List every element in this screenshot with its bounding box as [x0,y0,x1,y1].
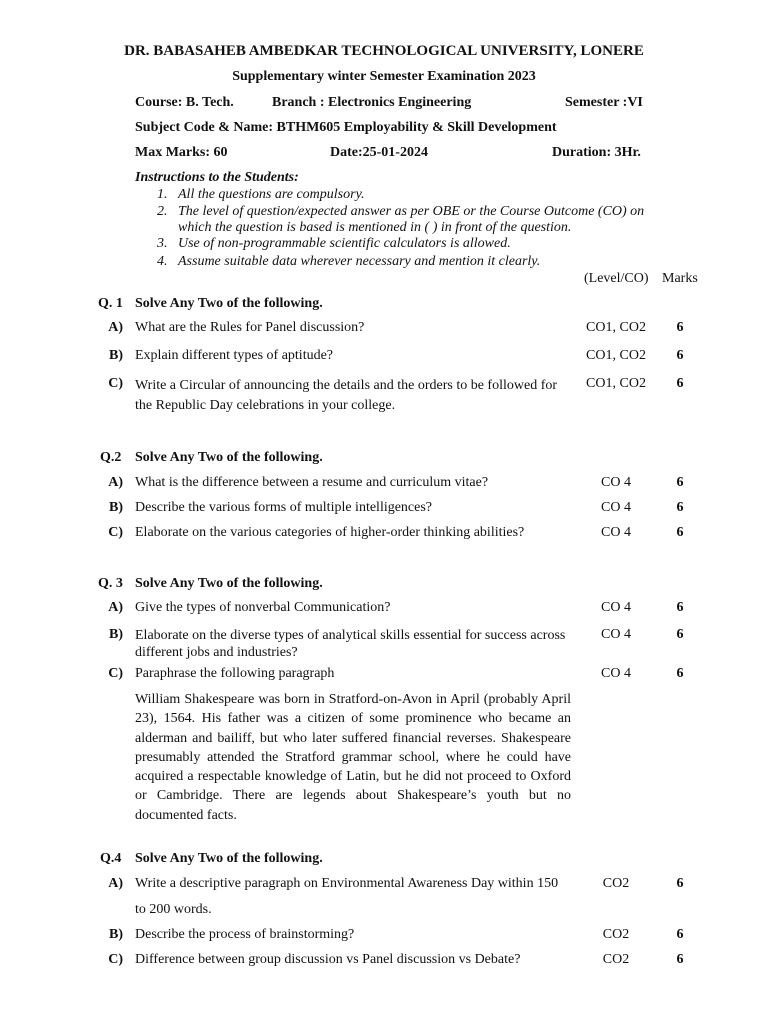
part-marks: 6 [676,876,684,891]
part-text: Describe the process of brainstorming? [135,927,355,942]
part-text: Explain different types of aptitude? [135,348,334,363]
part-co: CO 4 [601,666,631,681]
date-label: Date:25-01-2024 [330,145,428,160]
part-label: B) [109,927,123,942]
instruction-text-cont: which the question is based is mentioned in ( ) in front of the question. [178,220,572,235]
paraphrase-paragraph: William Shakespeare was born in Stratford-on-Avon in April (probably April 23), 1564. His father was a citizen of some prominence who became an alderman and bailiff, but who later suffered financial reverses. Shakespeare presumably attended the Stratford grammar school, where he could have acquired a respectable knowledge of Latin, but he did not proceed to Oxford or Cambridge. There are legends about Shakespeare’s youth but no documented facts. [135,692,571,823]
part-co: CO 4 [601,525,631,540]
part-text: Paraphrase the following paragraph [135,666,335,681]
part-marks: 6 [676,376,684,391]
university-name: DR. BABASAHEB AMBEDKAR TECHNOLOGICAL UNIVERSITY, LONERE [124,43,644,59]
part-text: What are the Rules for Panel discussion? [135,320,365,335]
subject-label: Subject Code & Name: BTHM605 Employability & Skill Development [135,120,557,135]
instruction-text: Assume suitable data wherever necessary and mention it clearly. [178,254,541,269]
course-label: Course: B. Tech. [135,95,234,110]
part-co: CO1, CO2 [586,376,646,391]
question-number: Q. 1 [98,296,123,311]
part-label: A) [108,876,123,891]
question-number: Q.2 [100,450,122,465]
part-text: Describe the various forms of multiple intelligences? [135,500,433,515]
part-label: C) [108,952,123,967]
question-number: Q.4 [100,851,122,866]
exam-title: Supplementary winter Semester Examination 2023 [232,69,536,84]
part-label: B) [109,627,123,642]
level-co-header: (Level/CO) [584,271,649,286]
max-marks-label: Max Marks: 60 [135,145,228,160]
instruction-text: The level of question/expected answer as per OBE or the Course Outcome (CO) on [178,204,645,219]
part-text: Write a Circular of announcing the details and the orders to be followed for the Republic Day celebrations in your college. [135,378,558,413]
part-marks: 6 [676,666,684,681]
instructions-title: Instructions to the Students: [135,170,299,185]
part-label: B) [109,500,123,515]
instruction-num: 3. [157,236,168,251]
part-marks: 6 [676,525,684,540]
part-text: What is the difference between a resume and curriculum vitae? [135,475,489,490]
part-label: A) [108,320,123,335]
part-label: A) [108,600,123,615]
question-title: Solve Any Two of the following. [135,296,323,311]
part-marks: 6 [676,475,684,490]
part-label: B) [109,348,123,363]
part-co: CO1, CO2 [586,348,646,363]
part-marks: 6 [676,627,684,642]
part-label: C) [108,525,123,540]
instruction-text: Use of non-programmable scientific calculators is allowed. [178,236,511,251]
part-co: CO 4 [601,475,631,490]
part-co: CO2 [602,927,630,942]
instruction-num: 4. [157,254,168,269]
instruction-text: All the questions are compulsory. [178,187,365,202]
part-marks: 6 [676,600,684,615]
part-marks: 6 [676,500,684,515]
part-marks: 6 [676,320,684,335]
part-co: CO 4 [601,500,631,515]
duration-label: Duration: 3Hr. [552,145,641,160]
part-text: Elaborate on the diverse types of analytical skills essential for success across different jobs and industries? [135,628,566,660]
question-title: Solve Any Two of the following. [135,576,323,591]
part-label: C) [108,666,123,681]
part-text: Elaborate on the various categories of higher-order thinking abilities? [135,525,525,540]
question-number: Q. 3 [98,576,123,591]
part-co: CO 4 [601,627,631,642]
question-title: Solve Any Two of the following. [135,450,323,465]
instruction-num: 2. [157,204,168,219]
part-marks: 6 [676,927,684,942]
part-marks: 6 [676,952,684,967]
instruction-num: 1. [157,187,168,202]
part-label: C) [108,376,123,391]
marks-header: Marks [662,271,698,286]
branch-label: Branch : Electronics Engineering [272,95,472,110]
part-co: CO1, CO2 [586,320,646,335]
part-marks: 6 [676,348,684,363]
part-text-cont: to 200 words. [135,902,212,917]
part-co: CO2 [602,876,630,891]
semester-label: Semester :VI [565,95,643,110]
part-text: Write a descriptive paragraph on Environmental Awareness Day within 150 [135,876,559,891]
part-co: CO2 [602,952,630,967]
part-text: Give the types of nonverbal Communication? [135,600,391,615]
part-label: A) [108,475,123,490]
question-title: Solve Any Two of the following. [135,851,323,866]
part-co: CO 4 [601,600,631,615]
part-text: Difference between group discussion vs Panel discussion vs Debate? [135,952,521,967]
